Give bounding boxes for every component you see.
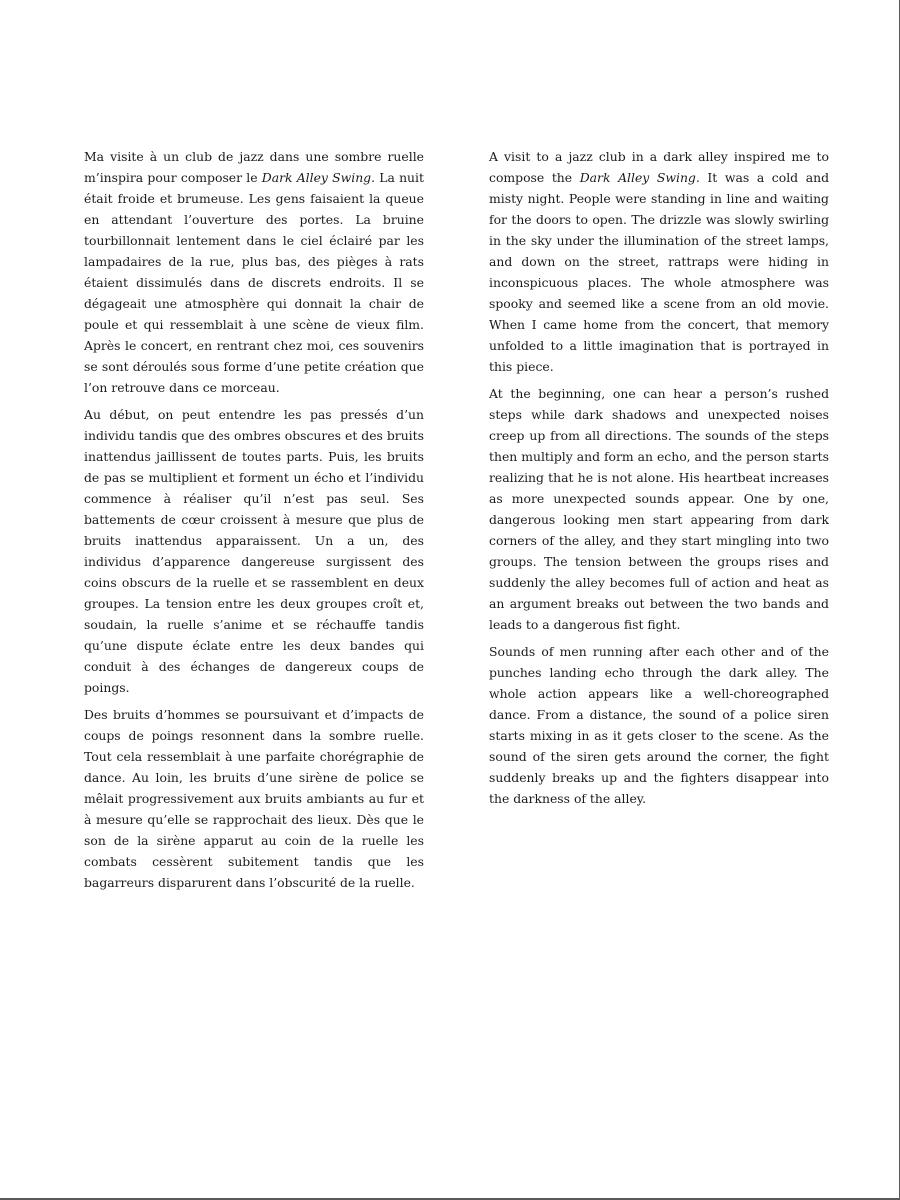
french-paragraph-1-end: . La nuit était froide et brumeuse. Les gens faisaient la queue en attendant l’ouverture des portes. La bruine tourbillonnait lentement dans le ciel éclairé par les lampadaires de la rue, plus bas, des pièges à rats étaient dissimulés dans de discrets endroits. Il se dégageait une atmosphère qui donnait la chair de poule et qui ressemblait à une scène de vieux film. Après le concert, en rentrant chez moi, ces souvenirs se sont déroulés sous forme d’une petite création que l’on retrouve dans ce morceau. (84, 170, 424, 395)
english-paragraph-1 (489, 146, 829, 377)
french-piece-title: Dark Alley Swing (261, 170, 372, 185)
french-paragraph-1 (84, 146, 424, 398)
english-piece-title: Dark Alley Swing (579, 170, 696, 185)
french-paragraph-3: Des bruits d’hommes se poursuivant et d’impacts de coups de poings resonnent dans la sombre ruelle. Tout cela ressemblait à une parfaite chorégraphie de dance. Au loin, les bruits d’une sirène de police se mêlait progressivement aux bruits ambiants au fur et à mesure qu’elle se rapprochait des lieux. Dès que le son de la sirène apparut au coin de la ruelle les combats cessèrent subitement tandis que les bagarreurs disparurent dans l’obscurité de la ruelle. (84, 707, 424, 890)
french-paragraph-2: Au début, on peut entendre les pas pressés d’un individu tandis que des ombres obscures et des bruits inattendus jaillissent de toutes parts. Puis, les bruits de pas se multiplient et forment un écho et l’individu commence à réaliser qu’il n’est pas seul. Ses battements de cœur croissent à mesure que plus de bruits inattendus apparaissent. Un a un, des individus d’apparence dangereuse surgissent des coins obscurs de la ruelle et se rassemblent en deux groupes. La tension entre les deux groupes croît et, soudain, la ruelle s’anime et se réchauffe tandis qu’une dispute éclate entre les deux bandes qui conduit à des échanges de dangereux coups de poings. (84, 407, 424, 695)
french-text-column (84, 146, 424, 899)
french-paragraph-1-start: Ma visite à un club de jazz dans une sombre ruelle m’inspira pour composer le (84, 149, 424, 185)
english-paragraph-1-start: A visit to a jazz club in a dark alley inspired me to compose the (489, 149, 829, 185)
english-paragraph-1-end: . It was a cold and misty night. People were standing in line and waiting for the doors to open. The drizzle was slowly swirling in the sky under the illumination of the street lamps, and down on the street, rattraps were hiding in inconspicuous places. The whole atmosphere was spooky and seemed like a scene from an old movie. When I came home from the concert, that memory unfolded to a little imagination that is portrayed in this piece. (489, 170, 829, 374)
english-paragraph-2: At the beginning, one can hear a person’s rushed steps while dark shadows and unexpected noises creep up from all directions. The sounds of the steps then multiply and form an echo, and the person starts realizing that he is not alone. His heartbeat increases as more unexpected sounds appear. One by one, dangerous looking men start appearing from dark corners of the alley, and they start mingling into two groups. The tension between the groups rises and suddenly the alley becomes full of action and heat as an argument breaks out between the two bands and leads to a dangerous fist fight. (489, 386, 829, 632)
english-paragraph-3: Sounds of men running after each other and of the punches landing echo through the dark alley. The whole action appears like a well-choreographed dance. From a distance, the sound of a police siren starts mixing in as it gets closer to the scene. As the sound of the siren gets around the corner, the fight suddenly breaks up and the fighters disappear into the darkness of the alley. (489, 644, 829, 806)
english-text-column (489, 146, 829, 815)
